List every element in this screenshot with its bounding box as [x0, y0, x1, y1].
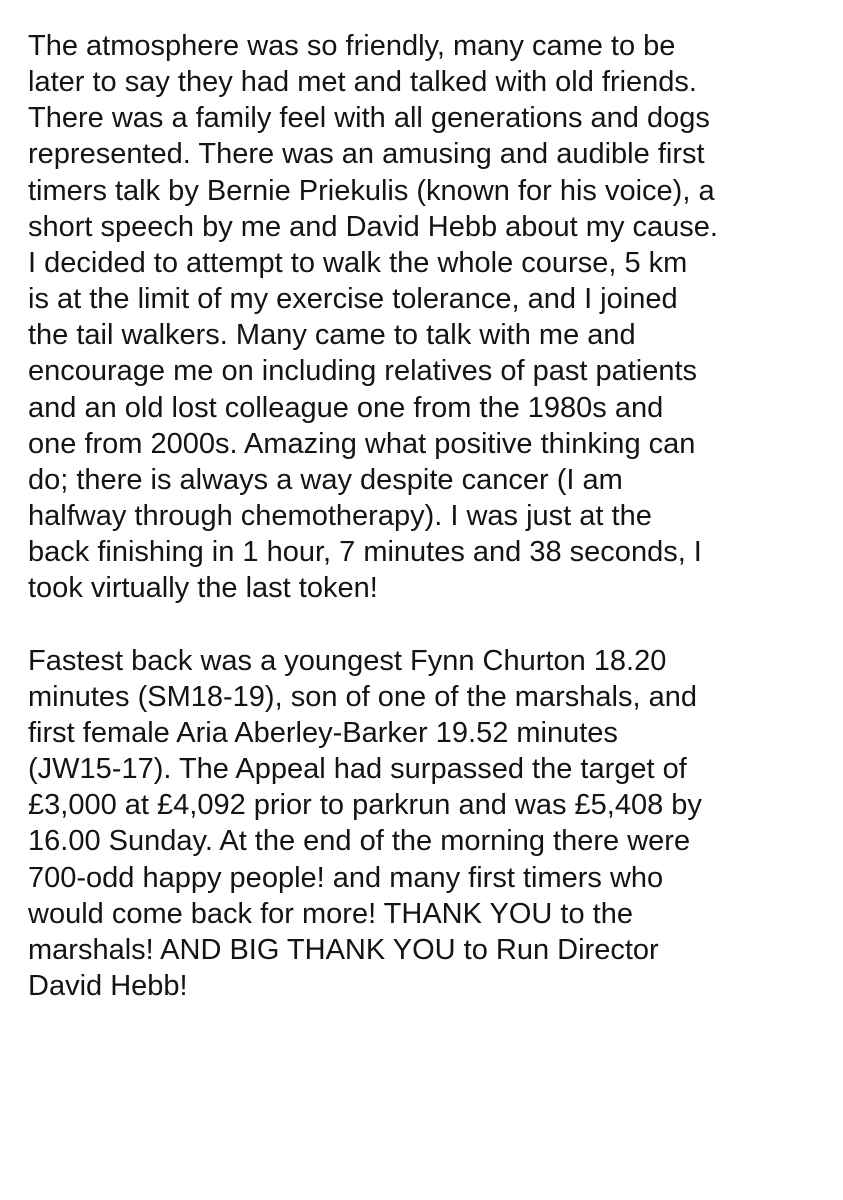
paragraph-spacer — [28, 607, 828, 643]
text-line: took virtually the last token! — [28, 572, 378, 605]
text-line: The atmosphere was so friendly, many came to be — [28, 30, 676, 62]
paragraph-event-recap — [28, 28, 828, 607]
text-line: marshals! AND BIG THANK YOU to Run Director — [28, 933, 659, 966]
text-line: There was a family feel with all generations and dogs — [28, 102, 710, 135]
text-line: I decided to attempt to walk the whole course, 5 km — [28, 246, 688, 279]
text-line: halfway through chemotherapy). I was just at the — [28, 500, 652, 533]
text-line: would come back for more! THANK YOU to the — [28, 897, 633, 930]
text-line: short speech by me and David Hebb about my cause. — [28, 210, 718, 243]
text-line: later to say they had met and talked with old friends. — [28, 66, 697, 99]
paragraph-results-and-thanks — [28, 643, 828, 1005]
text-line: represented. There was an amusing and audible first — [28, 138, 705, 171]
text-line: first female Aria Aberley-Barker 19.52 minutes — [28, 716, 618, 749]
text-line: timers talk by Bernie Priekulis (known for his voice), a — [28, 174, 715, 207]
text-line: Fastest back was a youngest Fynn Churton 18.20 — [28, 644, 667, 677]
text-line: is at the limit of my exercise tolerance, and I joined — [28, 283, 678, 316]
text-line: minutes (SM18-19), son of one of the marshals, and — [28, 680, 697, 713]
text-line: 700-odd happy people! and many first timers who — [28, 861, 664, 894]
text-line: £3,000 at £4,092 prior to parkrun and was £5,408 by — [28, 789, 702, 822]
text-line: and an old lost colleague one from the 1980s and — [28, 391, 664, 424]
text-line: encourage me on including relatives of past patients — [28, 355, 698, 388]
text-line: do; there is always a way despite cancer (I am — [28, 463, 623, 496]
text-line: the tail walkers. Many came to talk with me and — [28, 319, 636, 352]
text-line: 16.00 Sunday. At the end of the morning there were — [28, 825, 691, 858]
text-line: David Hebb! — [28, 970, 188, 1003]
text-line: one from 2000s. Amazing what positive thinking can — [28, 427, 696, 460]
text-line: (JW15-17). The Appeal had surpassed the target of — [28, 753, 687, 786]
note-text-body — [28, 28, 828, 1004]
text-line: back finishing in 1 hour, 7 minutes and 38 seconds, I — [28, 536, 702, 569]
